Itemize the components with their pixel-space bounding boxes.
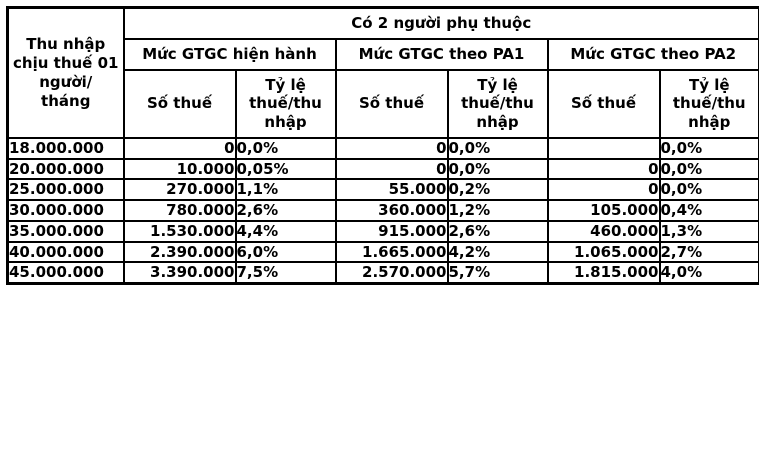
cell-rate: 6,0% <box>236 242 336 263</box>
cell-rate: 4,2% <box>448 242 548 263</box>
cell-income: 18.000.000 <box>8 138 124 159</box>
header-amount-current: Số thuế <box>124 70 236 138</box>
header-rate-current: Tỷ lệ thuế/thu nhập <box>236 70 336 138</box>
cell-rate: 1,1% <box>236 179 336 200</box>
cell-amount: 360.000 <box>336 200 448 221</box>
header-income-label: Thu nhập chịu thuế 01 người/ tháng <box>8 8 124 138</box>
cell-amount: 1.530.000 <box>124 221 236 242</box>
cell-amount: 10.000 <box>124 159 236 180</box>
table-body <box>8 138 759 284</box>
cell-amount: 270.000 <box>124 179 236 200</box>
cell-amount: 1.065.000 <box>548 242 660 263</box>
table-row <box>8 138 759 159</box>
cell-amount: 0 <box>548 179 660 200</box>
cell-amount <box>548 138 660 159</box>
table-row <box>8 179 759 200</box>
cell-income: 35.000.000 <box>8 221 124 242</box>
table-row <box>8 221 759 242</box>
cell-rate: 4,4% <box>236 221 336 242</box>
table-row <box>8 200 759 221</box>
table-row <box>8 159 759 180</box>
cell-rate: 2,7% <box>660 242 759 263</box>
cell-income: 45.000.000 <box>8 262 124 283</box>
cell-amount: 460.000 <box>548 221 660 242</box>
header-rate-pa2: Tỷ lệ thuế/thu nhập <box>660 70 759 138</box>
cell-rate: 5,7% <box>448 262 548 283</box>
cell-rate: 4,0% <box>660 262 759 283</box>
cell-income: 20.000.000 <box>8 159 124 180</box>
header-dependents-group: Có 2 người phụ thuộc <box>124 8 759 39</box>
cell-rate: 7,5% <box>236 262 336 283</box>
cell-rate: 0,0% <box>448 159 548 180</box>
cell-rate: 2,6% <box>448 221 548 242</box>
cell-rate: 0,4% <box>660 200 759 221</box>
header-amount-pa1: Số thuế <box>336 70 448 138</box>
cell-income: 40.000.000 <box>8 242 124 263</box>
cell-amount: 1.815.000 <box>548 262 660 283</box>
cell-rate: 0,05% <box>236 159 336 180</box>
cell-income: 30.000.000 <box>8 200 124 221</box>
cell-amount: 55.000 <box>336 179 448 200</box>
cell-amount: 105.000 <box>548 200 660 221</box>
cell-amount: 0 <box>336 138 448 159</box>
cell-rate: 0,0% <box>236 138 336 159</box>
cell-rate: 1,3% <box>660 221 759 242</box>
cell-rate: 1,2% <box>448 200 548 221</box>
cell-rate: 0,2% <box>448 179 548 200</box>
cell-rate: 0,0% <box>660 179 759 200</box>
cell-rate: 0,0% <box>660 138 759 159</box>
cell-amount: 0 <box>548 159 660 180</box>
cell-rate: 2,6% <box>236 200 336 221</box>
cell-rate: 0,0% <box>660 159 759 180</box>
cell-amount: 0 <box>124 138 236 159</box>
cell-amount: 2.570.000 <box>336 262 448 283</box>
cell-amount: 1.665.000 <box>336 242 448 263</box>
header-amount-pa2: Số thuế <box>548 70 660 138</box>
header-subgroup-current: Mức GTGC hiện hành <box>124 39 336 70</box>
table-header <box>8 8 759 138</box>
cell-amount: 3.390.000 <box>124 262 236 283</box>
cell-income: 25.000.000 <box>8 179 124 200</box>
cell-amount: 780.000 <box>124 200 236 221</box>
cell-amount: 0 <box>336 159 448 180</box>
header-subgroup-pa1: Mức GTGC theo PA1 <box>336 39 548 70</box>
header-row-group <box>8 8 759 39</box>
tax-comparison-table <box>6 6 759 285</box>
header-subgroup-pa2: Mức GTGC theo PA2 <box>548 39 759 70</box>
cell-amount: 2.390.000 <box>124 242 236 263</box>
table-row <box>8 262 759 283</box>
cell-amount: 915.000 <box>336 221 448 242</box>
header-rate-pa1: Tỷ lệ thuế/thu nhập <box>448 70 548 138</box>
cell-rate: 0,0% <box>448 138 548 159</box>
table-row <box>8 242 759 263</box>
